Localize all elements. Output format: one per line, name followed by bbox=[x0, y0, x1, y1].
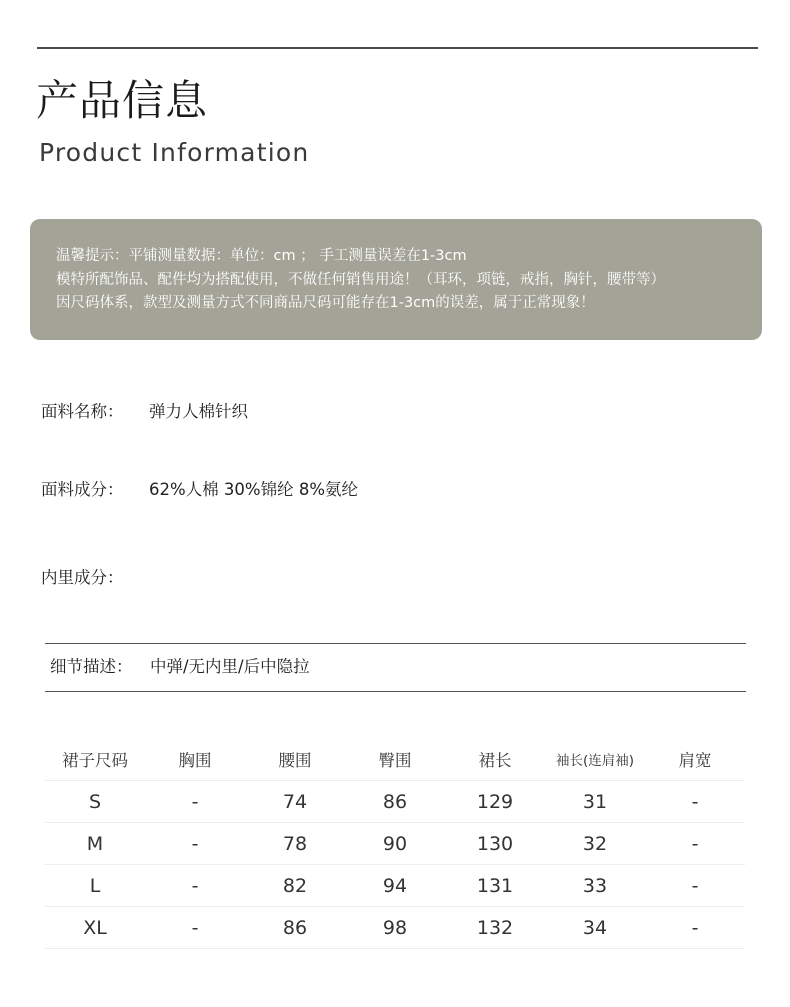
size-table-header bbox=[45, 738, 745, 781]
details-label: 细节描述： bbox=[50, 657, 133, 676]
table-cell: 74 bbox=[245, 781, 345, 823]
table-cell: - bbox=[645, 781, 745, 823]
table-cell: - bbox=[145, 781, 245, 823]
table-cell: M bbox=[45, 823, 145, 865]
fabric-composition-value: 62%人棉 30%锦纶 8%氨纶 bbox=[149, 480, 359, 499]
details-value: 中弹/无内里/后中隐拉 bbox=[150, 657, 310, 676]
lining-composition-row bbox=[41, 567, 149, 589]
table-cell: - bbox=[145, 823, 245, 865]
table-cell: - bbox=[645, 865, 745, 907]
header-hip: 臀围 bbox=[345, 738, 445, 781]
table-cell: 31 bbox=[545, 781, 645, 823]
table-cell: 78 bbox=[245, 823, 345, 865]
page-title: 产品信息 bbox=[36, 76, 209, 125]
fabric-composition-row bbox=[41, 479, 358, 501]
table-row bbox=[45, 781, 745, 823]
table-cell: 129 bbox=[445, 781, 545, 823]
table-cell: 33 bbox=[545, 865, 645, 907]
table-cell: 130 bbox=[445, 823, 545, 865]
table-cell: 32 bbox=[545, 823, 645, 865]
table-cell: L bbox=[45, 865, 145, 907]
table-cell: - bbox=[645, 907, 745, 949]
page-subtitle: Product Information bbox=[39, 138, 310, 167]
table-cell: 90 bbox=[345, 823, 445, 865]
table-cell: S bbox=[45, 781, 145, 823]
table-cell: - bbox=[145, 907, 245, 949]
header-size: 裙子尺码 bbox=[45, 738, 145, 781]
notice-line-3: 因尺码体系，款型及测量方式不同商品尺码可能存在1-3cm的误差，属于正常现象！ bbox=[56, 295, 595, 311]
lining-composition-label: 内里成分： bbox=[41, 568, 124, 587]
table-cell: 86 bbox=[345, 781, 445, 823]
top-divider bbox=[37, 47, 758, 49]
fabric-name-row bbox=[41, 401, 248, 423]
table-row bbox=[45, 907, 745, 949]
table-cell: 86 bbox=[245, 907, 345, 949]
table-cell: XL bbox=[45, 907, 145, 949]
header-waist: 腰围 bbox=[245, 738, 345, 781]
header-sleeve: 袖长(连肩袖) bbox=[545, 738, 645, 781]
table-cell: - bbox=[145, 865, 245, 907]
header-bust: 胸围 bbox=[145, 738, 245, 781]
table-cell: - bbox=[645, 823, 745, 865]
table-cell: 94 bbox=[345, 865, 445, 907]
size-table bbox=[45, 738, 745, 949]
table-row bbox=[45, 823, 745, 865]
details-bottom-divider bbox=[45, 691, 746, 692]
table-cell: 98 bbox=[345, 907, 445, 949]
table-cell: 132 bbox=[445, 907, 545, 949]
table-cell: 82 bbox=[245, 865, 345, 907]
table-row bbox=[45, 865, 745, 907]
notice-box bbox=[30, 219, 762, 340]
header-length: 裙长 bbox=[445, 738, 545, 781]
fabric-composition-label: 面料成分： bbox=[41, 480, 124, 499]
details-top-divider bbox=[45, 643, 746, 644]
fabric-name-label: 面料名称： bbox=[41, 402, 124, 421]
table-cell: 34 bbox=[545, 907, 645, 949]
table-cell: 131 bbox=[445, 865, 545, 907]
notice-line-1: 温馨提示：平铺测量数据：单位：cm ； 手工测量误差在1-3cm bbox=[56, 248, 467, 264]
fabric-name-value: 弹力人棉针织 bbox=[149, 402, 248, 421]
header-shoulder: 肩宽 bbox=[645, 738, 745, 781]
details-row bbox=[50, 656, 310, 678]
notice-line-2: 模特所配饰品、配件均为搭配使用，不做任何销售用途！（耳环，项链，戒指，胸针，腰带等） bbox=[56, 271, 665, 288]
